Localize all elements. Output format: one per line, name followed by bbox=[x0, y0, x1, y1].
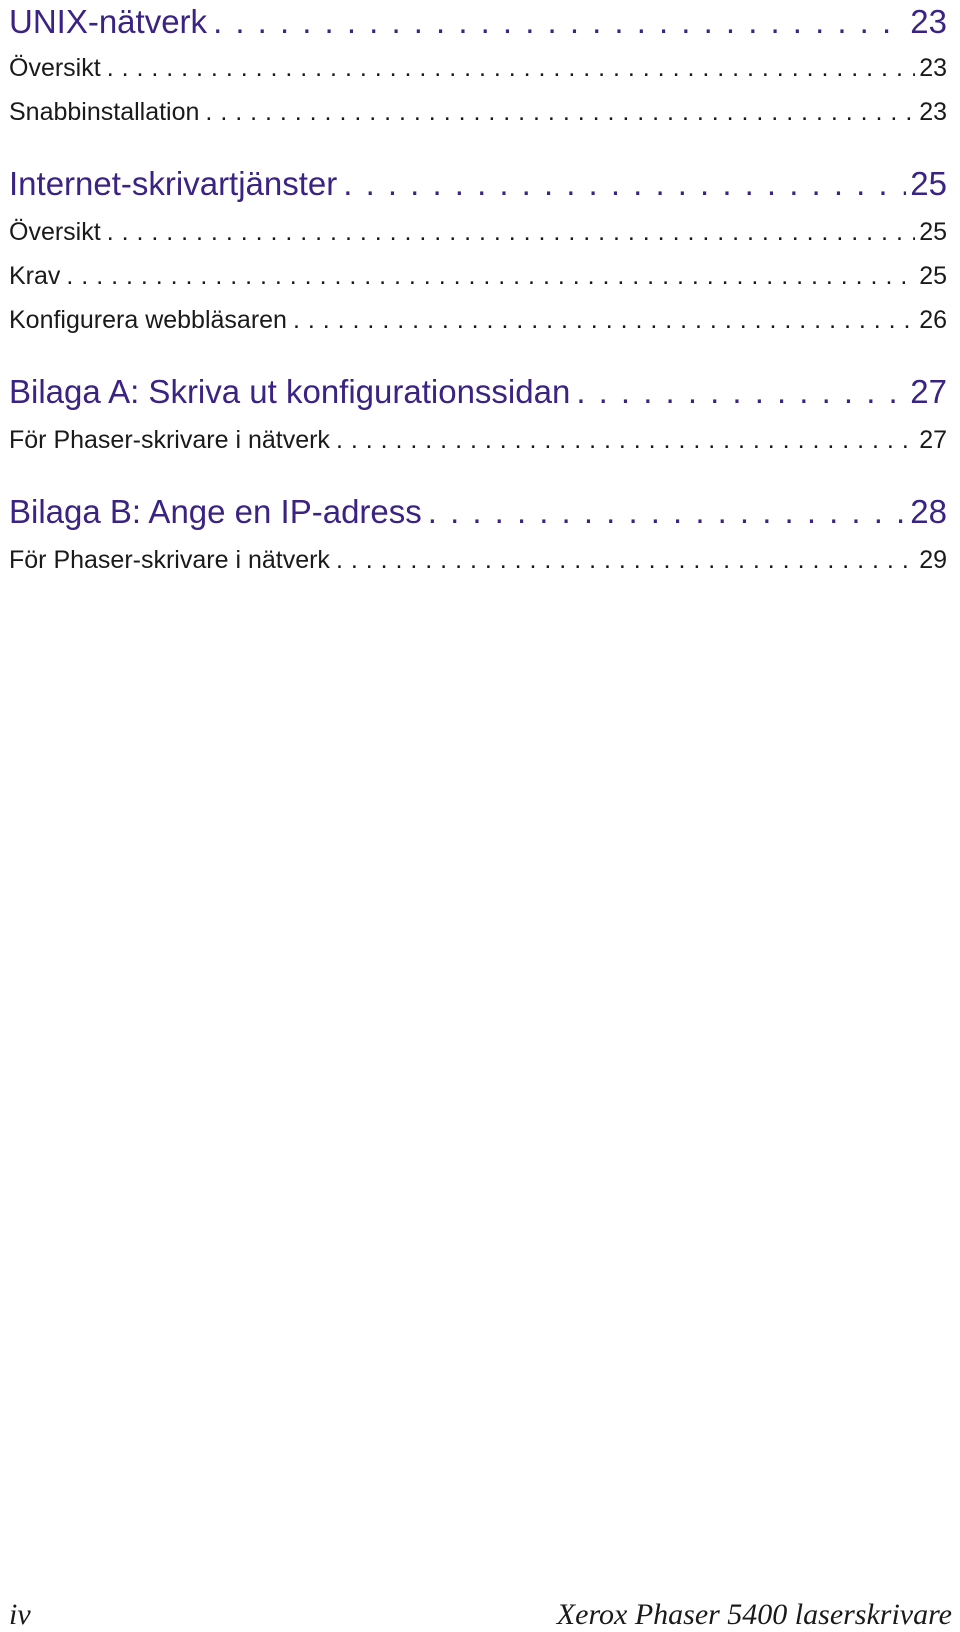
product-name: Xerox Phaser 5400 laserskrivare bbox=[556, 1598, 952, 1631]
toc-chapter-bilaga-a[interactable] bbox=[9, 370, 947, 414]
toc-section-oversikt-2[interactable] bbox=[9, 210, 947, 254]
toc-entry-title: Krav bbox=[9, 262, 61, 290]
toc-entry-title: Bilaga B: Ange en IP-adress bbox=[9, 493, 422, 530]
dot-leader bbox=[205, 90, 915, 134]
toc-section-phaser-natverk-2[interactable] bbox=[9, 538, 947, 582]
dot-leader bbox=[343, 162, 906, 206]
toc-entry-title: För Phaser-skrivare i nätverk bbox=[9, 426, 330, 454]
toc-entry-page: 23 bbox=[919, 98, 947, 126]
toc-entry-title: UNIX-nätverk bbox=[9, 3, 208, 40]
toc-section-krav[interactable] bbox=[9, 254, 947, 298]
toc-entry-title: Bilaga A: Skriva ut konfigurationssidan bbox=[9, 373, 571, 410]
page-number: iv bbox=[9, 1598, 31, 1631]
toc-entry-page: 23 bbox=[919, 54, 947, 82]
toc-section-phaser-natverk-1[interactable] bbox=[9, 418, 947, 462]
toc-chapter-unix[interactable] bbox=[9, 0, 947, 44]
toc-chapter-bilaga-b[interactable] bbox=[9, 490, 947, 534]
toc-entry-title: Konfigurera webbläsaren bbox=[9, 306, 287, 334]
toc-entry-title: Översikt bbox=[9, 218, 101, 246]
dot-leader bbox=[66, 254, 915, 298]
toc-section-oversikt-1[interactable] bbox=[9, 46, 947, 90]
toc-entry-title: För Phaser-skrivare i nätverk bbox=[9, 546, 330, 574]
toc-entry-page: 28 bbox=[910, 493, 947, 530]
toc-section-snabbinstallation[interactable] bbox=[9, 90, 947, 134]
toc-entry-title: Internet-skrivartjänster bbox=[9, 165, 338, 202]
dot-leader bbox=[213, 0, 906, 44]
dot-leader bbox=[428, 490, 907, 534]
dot-leader bbox=[107, 210, 916, 254]
dot-leader bbox=[107, 46, 916, 90]
toc-entry-title: Översikt bbox=[9, 54, 101, 82]
toc-entry-page: 25 bbox=[910, 165, 947, 202]
toc-entry-page: 23 bbox=[910, 3, 947, 40]
toc-section-konfigurera-webblasaren[interactable] bbox=[9, 298, 947, 342]
toc-entry-title: Snabbinstallation bbox=[9, 98, 200, 126]
toc-chapter-internet-skrivartjanster[interactable] bbox=[9, 162, 947, 206]
dot-leader bbox=[576, 370, 906, 414]
toc-entry-page: 26 bbox=[919, 306, 947, 334]
dot-leader bbox=[336, 418, 915, 462]
page-footer bbox=[9, 1598, 952, 1632]
toc-entry-page: 25 bbox=[919, 218, 947, 246]
toc-entry-page: 27 bbox=[910, 373, 947, 410]
dot-leader bbox=[293, 298, 915, 342]
toc-entry-page: 25 bbox=[919, 262, 947, 290]
dot-leader bbox=[336, 538, 915, 582]
toc-entry-page: 27 bbox=[919, 426, 947, 454]
toc-entry-page: 29 bbox=[919, 546, 947, 574]
